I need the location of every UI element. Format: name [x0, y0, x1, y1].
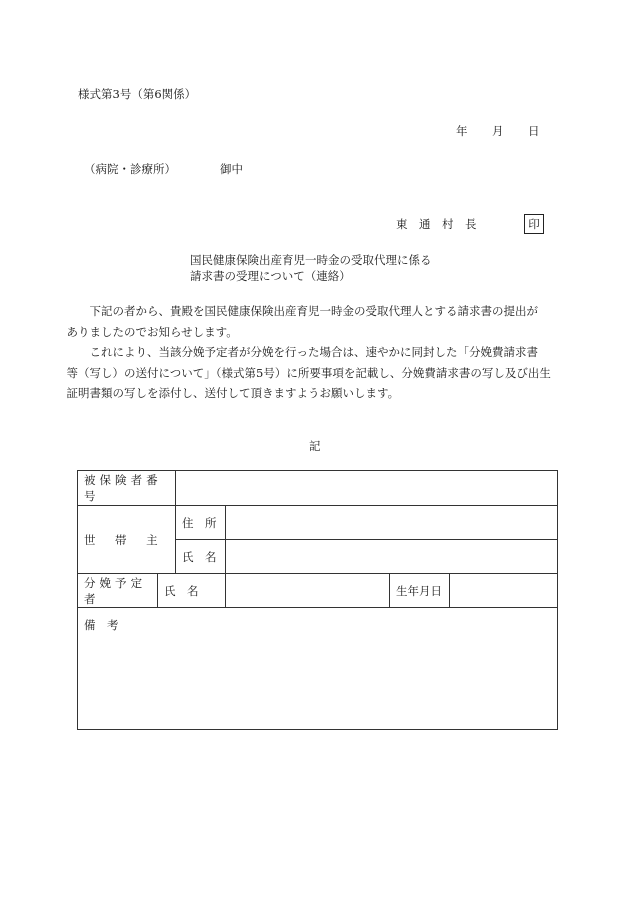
- householder-name-label: 氏 名: [176, 540, 226, 574]
- info-table: [77, 470, 558, 730]
- birthdate-field[interactable]: [450, 574, 558, 608]
- seal-stamp: 印: [524, 214, 544, 234]
- body-paragraph-2: [66, 342, 558, 404]
- body-p2-line3: 証明書類の写しを添付し、送付して頂きますようお願いします。: [66, 386, 400, 400]
- body-p2-line1: これにより、当該分娩予定者が分娩を行った場合は、速やかに同封した「分娩費請求書: [89, 345, 538, 359]
- insured-number-field[interactable]: [176, 471, 558, 506]
- ki-heading: 記: [309, 439, 321, 453]
- date-year: 年: [456, 124, 468, 138]
- addressee-honorific: 御中: [220, 162, 243, 176]
- body-text: [66, 301, 558, 404]
- subject-line-1: 国民健康保険出産育児一時金の受取代理に係る: [190, 253, 432, 267]
- expectant-mother-label: 分娩予定者: [78, 574, 158, 608]
- expectant-mother-name-label: 氏 名: [158, 574, 226, 608]
- remarks-label: 備 考: [84, 618, 119, 632]
- address-label: 住 所: [176, 506, 226, 540]
- birthdate-label: 生年月日: [390, 574, 450, 608]
- householder-label: 世 帯 主: [78, 506, 176, 574]
- body-p1-line1: 下記の者から、貴殿を国民健康保険出産育児一時金の受取代理人とする請求書の提出が: [89, 304, 538, 318]
- date-day: 日: [528, 124, 540, 138]
- form-number: 様式第3号（第6関係）: [78, 87, 197, 101]
- address-field[interactable]: [226, 506, 558, 540]
- body-p2-line2: 等（写し）の送付について」（様式第5号）に所要事項を記載し、分娩費請求書の写し及び出生: [66, 365, 551, 380]
- sender-title: 東 通 村 長: [396, 217, 477, 231]
- householder-name-field[interactable]: [226, 540, 558, 574]
- body-paragraph-1: [66, 301, 558, 342]
- expectant-mother-name-field[interactable]: [226, 574, 390, 608]
- remarks-cell[interactable]: [78, 608, 558, 730]
- subject-line-2: 請求書の受理について（連絡）: [190, 269, 351, 283]
- date-month: 月: [492, 124, 504, 138]
- insured-number-label: 被保険者番号: [78, 471, 176, 506]
- body-p1-line2: ありましたのでお知らせします。: [66, 324, 238, 339]
- addressee-name: （病院・診療所）: [84, 162, 176, 176]
